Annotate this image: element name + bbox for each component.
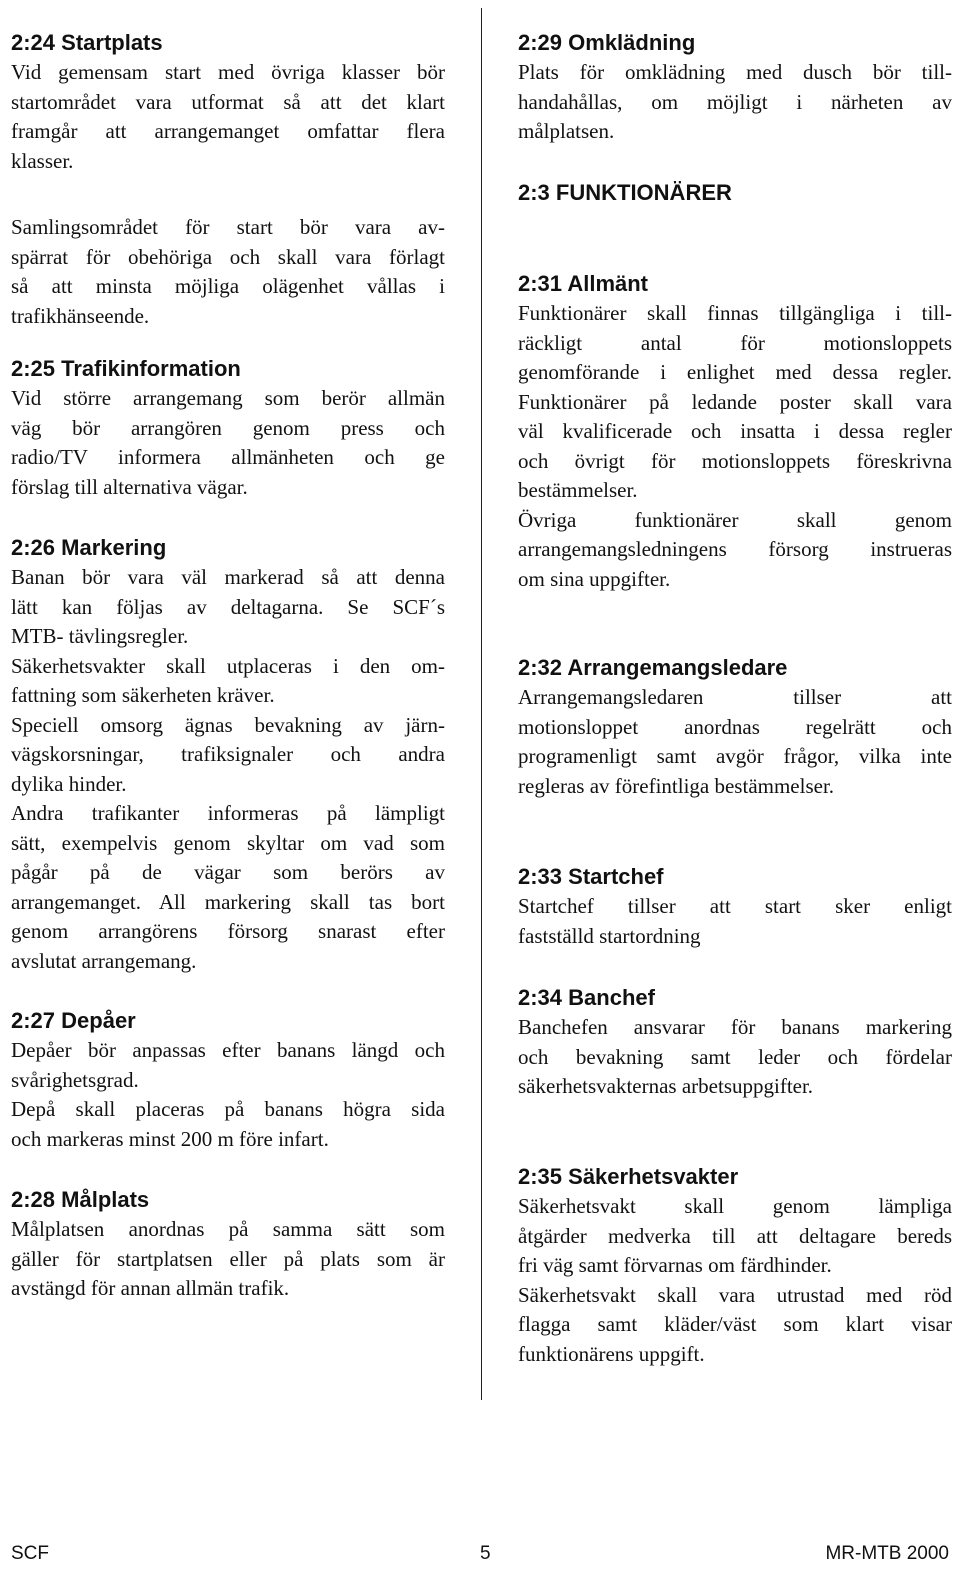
page-footer: [11, 1542, 949, 1566]
text-line: Vid gemensam start med övriga klasser bör: [11, 60, 445, 84]
section-heading: 2:29 Omklädning: [518, 30, 696, 55]
text-line: dylika hinder.: [11, 771, 127, 796]
text-line: gäller för startplatsen eller på plats som är: [11, 1246, 445, 1271]
text-line: förslag till alternativa vägar.: [11, 474, 248, 499]
text-line: fri väg samt förvarnas om färdhinder.: [518, 1253, 832, 1277]
text-line: vägskorsningar, trafiksignaler och andra: [11, 742, 445, 766]
section-heading: 2:33 Startchef: [518, 864, 664, 889]
section-2-24: [11, 28, 445, 176]
text-line: lätt kan följas av deltagarna. Se SCF´s: [11, 594, 445, 619]
text-line: funktionärens uppgift.: [518, 1341, 705, 1366]
document-code: MR-MTB 2000: [825, 1543, 949, 1564]
section-2-29: [518, 28, 952, 147]
text-line: Målplatsen anordnas på samma sätt som: [11, 1217, 445, 1241]
section-2-28: [11, 1185, 445, 1304]
text-line: räckligt antal för motionsloppets: [518, 330, 952, 355]
text-line: Vid större arrangemang som berör allmän: [11, 386, 445, 410]
text-line: genom arrangörens försorg snarast efter: [11, 919, 445, 943]
section-heading: 2:31 Allmänt: [518, 271, 649, 296]
section-2-25: [11, 354, 445, 502]
text-line: regleras av förefintliga bestämmelser.: [518, 773, 835, 798]
text-line: Banchefen ansvarar för banans markering: [518, 1015, 952, 1039]
text-line: Depåer bör anpassas efter banans längd och: [11, 1038, 445, 1062]
section-heading: 2:24 Startplats: [11, 30, 163, 55]
text-line: motionsloppet anordnas regelrätt och: [518, 714, 952, 739]
text-line: fattning som säkerheten kräver.: [11, 683, 275, 707]
text-line: Säkerhetsvakt skall vara utrustad med röd: [518, 1282, 952, 1307]
section-heading: 2:32 Arrangemangsledare: [518, 655, 788, 680]
text-line: Depå skall placeras på banans högra sida: [11, 1097, 445, 1121]
text-line: Funktionärer på ledande poster skall vara: [518, 389, 952, 414]
text-line: klasser.: [11, 148, 74, 173]
text-line: genomförande i enlighet med dessa regler.: [518, 360, 952, 384]
text-line: och markeras minst 200 m före infart.: [11, 1126, 329, 1151]
text-line: och bevakning samt leder och fördelar: [518, 1044, 952, 1069]
text-line: Funktionärer skall finnas tillgängliga i till-: [518, 301, 952, 325]
section-2-32: [518, 653, 952, 801]
section-heading: 2:28 Målplats: [11, 1187, 150, 1212]
text-line: startområdet vara utformat så att det klart: [11, 89, 445, 114]
text-line: Startchef tillser att start sker enligt: [518, 894, 952, 918]
text-line: fastställd startordning: [518, 923, 701, 948]
section-heading: 2:26 Markering: [11, 535, 167, 560]
text-line: väl kvalificerade och insatta i dessa regler: [518, 419, 952, 443]
text-line: åtgärder medverka till att deltagare bereds: [518, 1223, 952, 1248]
text-line: Banan bör vara väl markerad så att denna: [11, 565, 445, 589]
text-line: programenligt samt avgör frågor, vilka inte: [518, 744, 952, 768]
section-2-34: [518, 983, 952, 1102]
text-line: om sina uppgifter.: [518, 566, 671, 591]
section-2-35: [518, 1162, 952, 1369]
text-line: Samlingsområdet för start bör vara av-: [11, 215, 445, 239]
text-line: svårighetsgrad.: [11, 1067, 139, 1092]
section-2-31: [518, 269, 952, 594]
section-2-26: [11, 533, 445, 976]
text-line: radio/TV informera allmänheten och ge: [11, 445, 445, 469]
text-line: pågår på de vägar som berörs av: [11, 860, 445, 884]
section-2-33: [518, 862, 952, 951]
text-line: och övrigt för motionsloppets föreskrivna: [518, 448, 952, 473]
text-line: säkerhetsvakternas arbetsuppgifter.: [518, 1074, 814, 1098]
section-2-27: [11, 1006, 445, 1154]
text-line: Säkerhetsvakt skall genom lämpliga: [518, 1194, 952, 1218]
text-line: spärrat för obehöriga och skall vara förlagt: [11, 244, 445, 269]
chapter-heading: 2:3 FUNKTIONÄRER: [518, 180, 732, 205]
text-line: avslutat arrangemang.: [11, 948, 197, 973]
section-2-3: [518, 178, 952, 208]
text-line: målplatsen.: [518, 119, 615, 143]
section-2-24-continued: [11, 213, 445, 331]
text-line: bestämmelser.: [518, 478, 638, 502]
text-line: så att minsta möjliga olägenhet vållas i: [11, 274, 445, 298]
footer-organization: SCF: [11, 1543, 49, 1564]
text-line: arrangemangsledningens försorg instrueras: [518, 537, 952, 561]
text-line: Övriga funktionärer skall genom: [518, 507, 952, 532]
text-line: handahållas, om möjligt i närheten av: [518, 89, 952, 114]
text-line: Plats för omklädning med dusch bör till-: [518, 60, 952, 84]
text-line: framgår att arrangemanget omfattar flera: [11, 119, 445, 143]
text-line: arrangemanget. All markering skall tas bort: [11, 889, 445, 914]
text-line: avstängd för annan allmän trafik.: [11, 1276, 290, 1300]
column-divider: [481, 8, 482, 1400]
text-line: MTB- tävlingsregler.: [11, 624, 189, 648]
text-line: Säkerhetsvakter skall utplaceras i den om-: [11, 653, 445, 678]
text-line: trafikhänseende.: [11, 303, 150, 328]
text-line: väg bör arrangören genom press och: [11, 415, 445, 440]
text-line: Speciell omsorg ägnas bevakning av järn-: [11, 712, 445, 737]
section-heading: 2:34 Banchef: [518, 985, 655, 1010]
section-heading: 2:27 Depåer: [11, 1008, 136, 1033]
page-number: 5: [480, 1543, 491, 1564]
section-heading: 2:35 Säkerhetsvakter: [518, 1164, 739, 1189]
text-line: Andra trafikanter informeras på lämpligt: [11, 801, 445, 825]
text-line: Arrangemangsledaren tillser att: [518, 685, 952, 709]
text-line: flagga samt kläder/väst som klart visar: [518, 1312, 952, 1336]
section-heading: 2:25 Trafikinformation: [11, 356, 241, 381]
text-line: sätt, exempelvis genom skyltar om vad som: [11, 830, 445, 855]
